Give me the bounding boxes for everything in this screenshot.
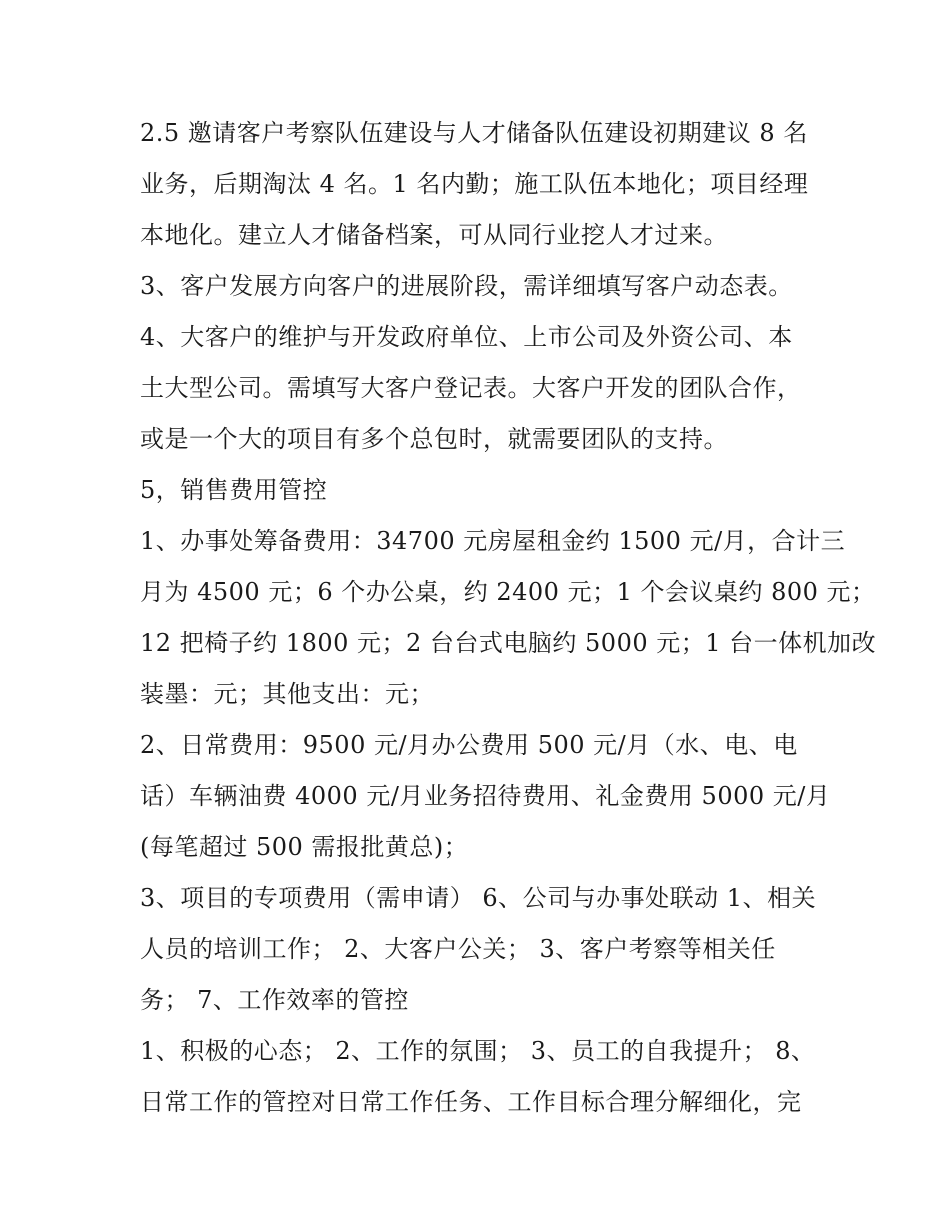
text-line-16: 3、项目的专项费用（需申请） 6、公司与办事处联动 1、相关 — [140, 884, 817, 912]
text-line-2: 业务，后期淘汰 4 名。1 名内勤；施工队伍本地化；项目经理 — [140, 170, 809, 198]
text-line-7: 或是一个大的项目有多个总包时，就需要团队的支持。 — [140, 425, 728, 453]
text-line-17: 人员的培训工作； 2、大客户公关； 3、客户考察等相关任 — [140, 935, 776, 963]
text-line-11: 12 把椅子约 1800 元；2 台台式电脑约 5000 元；1 台一体机加改 — [140, 629, 877, 657]
text-line-18: 务； 7、工作效率的管控 — [140, 986, 409, 1014]
text-line-4: 3、客户发展方向客户的进展阶段，需详细填写客户动态表。 — [140, 272, 793, 300]
text-line-9: 1、办事处筹备费用：34700 元房屋租金约 1500 元/月，合计三 — [140, 527, 846, 555]
document-body — [140, 108, 877, 1128]
text-line-1: 2.5 邀请客户考察队伍建设与人才储备队伍建设初期建议 8 名 — [140, 119, 808, 147]
text-line-15: (每笔超过 500 需报批黄总)； — [140, 833, 469, 861]
text-line-12: 装墨：元；其他支出：元； — [140, 680, 434, 708]
text-line-20: 日常工作的管控对日常工作任务、工作目标合理分解细化，完 — [140, 1088, 802, 1116]
text-line-5: 4、大客户的维护与开发政府单位、上市公司及外资公司、本 — [140, 323, 793, 351]
text-line-13: 2、日常费用：9500 元/月办公费用 500 元/月（水、电、电 — [140, 731, 798, 759]
text-line-19: 1、积极的心态； 2、工作的氛围； 3、员工的自我提升； 8、 — [140, 1037, 816, 1065]
section-heading-sales-cost: 5，销售费用管控 — [140, 476, 328, 504]
text-line-3: 本地化。建立人才储备档案，可从同行业挖人才过来。 — [140, 221, 728, 249]
text-line-6: 土大型公司。需填写大客户登记表。大客户开发的团队合作， — [140, 374, 802, 402]
text-line-10: 月为 4500 元；6 个办公桌，约 2400 元；1 个会议桌约 800 元； — [140, 578, 876, 606]
text-line-14: 话）车辆油费 4000 元/月业务招待费用、礼金费用 5000 元/月 — [140, 782, 831, 810]
